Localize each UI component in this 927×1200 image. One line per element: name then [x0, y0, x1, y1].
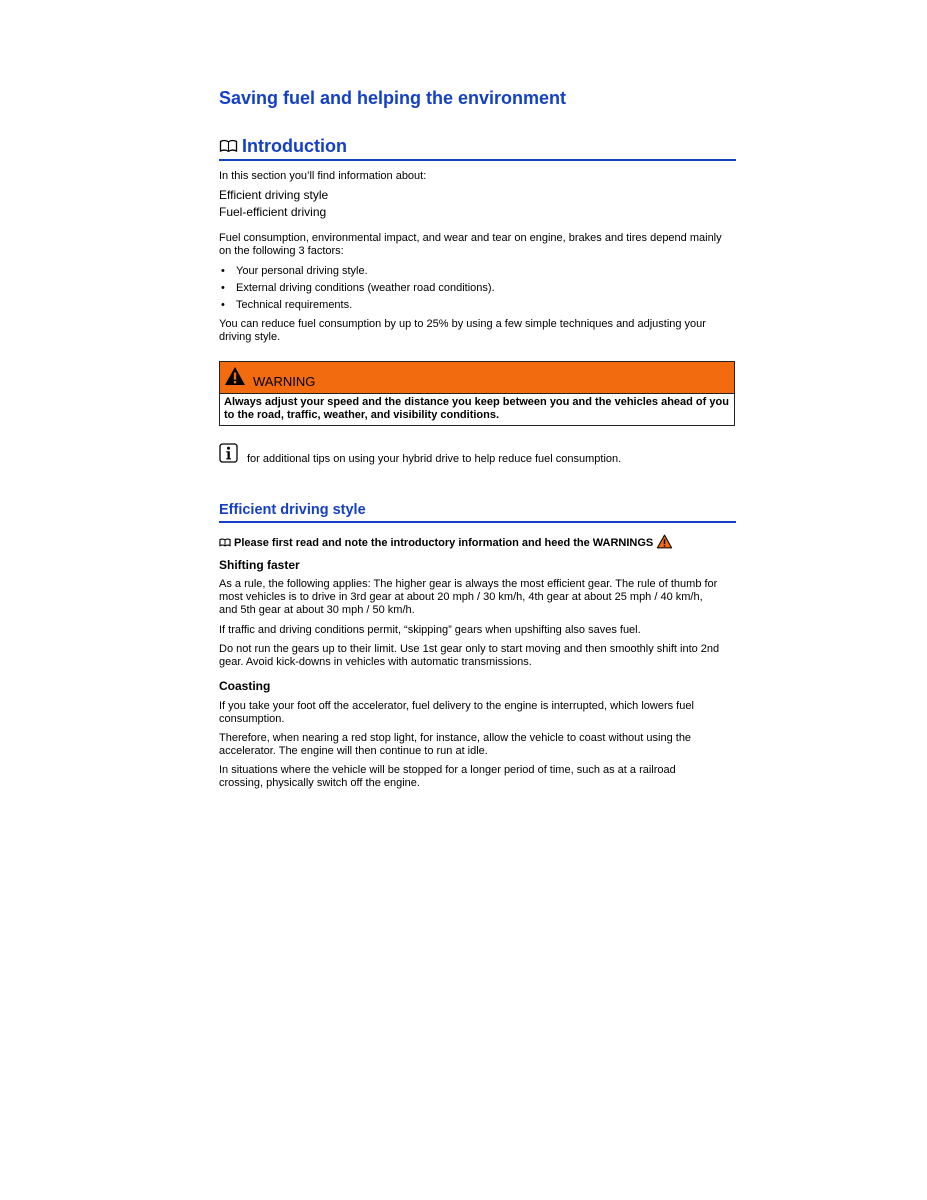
- factor-text: Your personal driving style.: [236, 265, 368, 277]
- bullet-dot: •: [221, 299, 225, 311]
- introduction-heading: [219, 136, 736, 161]
- info-icon: [219, 443, 238, 468]
- topic-fuel-efficient-driving: Fuel-efficient driving: [219, 205, 327, 219]
- factor-text: Technical requirements.: [236, 299, 353, 311]
- book-icon: [219, 137, 238, 158]
- bullet-dot: •: [221, 282, 225, 294]
- reduce-text: You can reduce fuel consumption by up to 25% by using a few simple techniques and adjusting your driving style.: [219, 318, 706, 343]
- coasting-paragraph-2: Therefore, when nearing a red stop light, for instance, allow the vehicle to coast without using the accelerator. The engine will then continue to run at idle.: [219, 732, 692, 757]
- read-first-note: [219, 534, 673, 552]
- shifting-paragraph-1: As a rule, the following applies: The higher gear is always the most efficient gear. The rule of thumb for most vehicles is to drive in 3rd gear at about 20 mph / 30 km/h, 4th gear at about 25 mph / 40 km/h, and 5th gear at about 30 mph / 50 km/h.: [219, 578, 718, 616]
- efficient-driving-heading: Efficient driving style: [219, 502, 736, 523]
- warning-body: Always adjust your speed and the distance you keep between you and the vehicles ahead of you to the road, traffic, weather, and visibility conditions.: [224, 396, 729, 421]
- factor-text: External driving conditions (weather road conditions).: [236, 282, 495, 294]
- book-icon: [219, 538, 231, 550]
- shifting-paragraph-2: If traffic and driving conditions permit, “skipping” gears when upshifting also saves fuel.: [219, 624, 641, 636]
- topic-efficient-driving: Efficient driving style: [219, 188, 329, 202]
- warning-header: [220, 362, 734, 394]
- warning-title: WARNING: [253, 374, 316, 389]
- bullet-dot: •: [221, 265, 225, 277]
- intro-line: In this section you’ll find information about:: [219, 170, 427, 182]
- coasting-heading: Coasting: [219, 679, 271, 693]
- warning-triangle-icon: [656, 534, 673, 552]
- introduction-heading-text: Introduction: [242, 136, 347, 156]
- warning-box: [219, 361, 735, 426]
- coasting-paragraph-1: If you take your foot off the accelerator, fuel delivery to the engine is interrupted, which lowers fuel consumption.: [219, 700, 694, 725]
- info-note-text: for additional tips on using your hybrid drive to help reduce fuel consumption.: [247, 453, 622, 465]
- read-first-note-text: Please first read and note the introductory information and heed the WARNINGS: [234, 537, 654, 549]
- warning-triangle-icon: [224, 366, 246, 391]
- coasting-paragraph-3: In situations where the vehicle will be stopped for a longer period of time, such as at a railroad crossing, physically switch off the engine.: [219, 764, 676, 789]
- shifting-paragraph-3: Do not run the gears up to their limit. Use 1st gear only to start moving and then smoothly shift into 2nd gear. Avoid kick-downs in vehicles with automatic transmissions.: [219, 643, 720, 668]
- page-title: Saving fuel and helping the environment: [219, 88, 567, 108]
- shifting-faster-heading: Shifting faster: [219, 558, 300, 572]
- factors-intro: Fuel consumption, environmental impact, and wear and tear on engine, brakes and tires depend mainly on the following 3 factors:: [219, 232, 722, 257]
